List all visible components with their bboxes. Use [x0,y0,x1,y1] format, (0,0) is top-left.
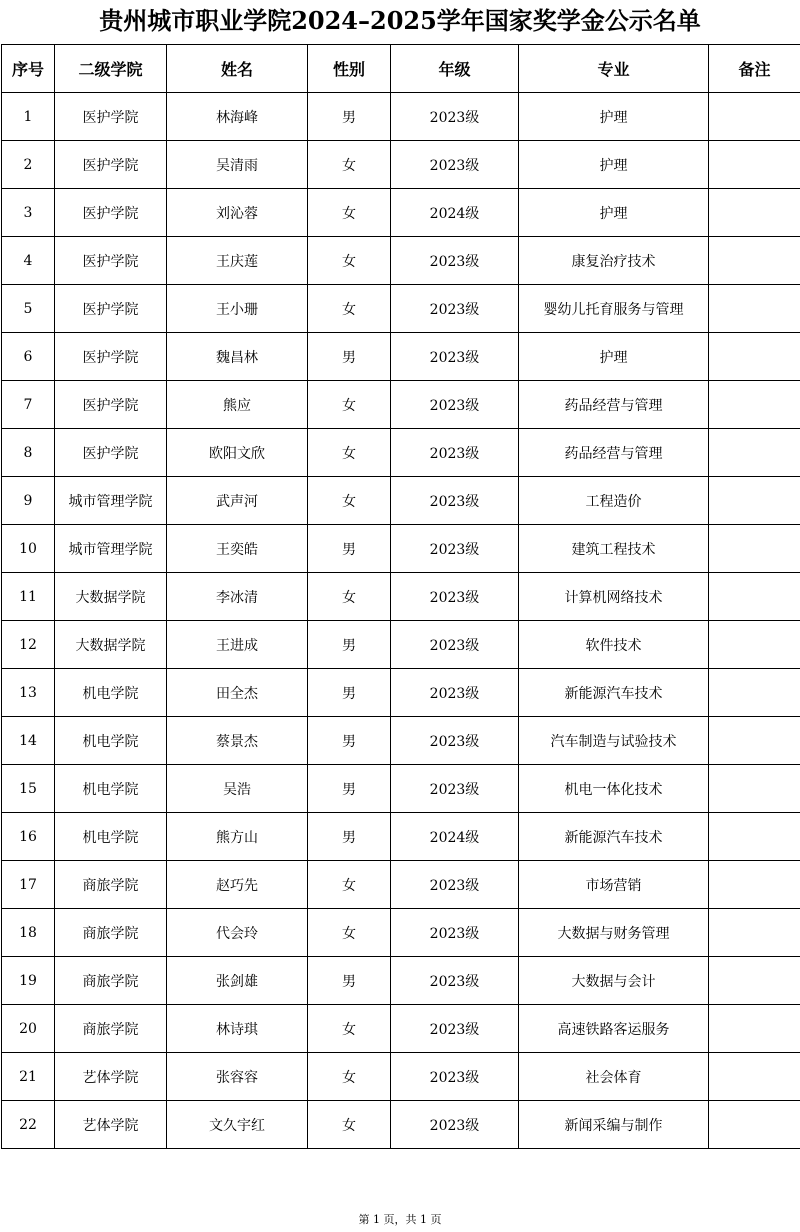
cell-grade: 2023级 [391,381,519,429]
cell-name: 林海峰 [167,93,308,141]
cell-index: 3 [2,189,55,237]
cell-grade: 2023级 [391,621,519,669]
cell-gender: 男 [308,765,391,813]
cell-gender: 女 [308,285,391,333]
cell-gender: 女 [308,1053,391,1101]
cell-college: 医护学院 [55,237,167,285]
cell-grade: 2023级 [391,237,519,285]
cell-college: 机电学院 [55,669,167,717]
cell-grade: 2023级 [391,717,519,765]
cell-major: 护理 [519,141,709,189]
table-row [2,717,800,765]
cell-name: 王奕皓 [167,525,308,573]
cell-major: 建筑工程技术 [519,525,709,573]
cell-name: 林诗琪 [167,1005,308,1053]
cell-name: 王小珊 [167,285,308,333]
cell-remarks [709,717,800,765]
cell-college: 大数据学院 [55,573,167,621]
cell-college: 商旅学院 [55,957,167,1005]
cell-college: 机电学院 [55,765,167,813]
cell-index: 16 [2,813,55,861]
cell-gender: 女 [308,477,391,525]
cell-index: 22 [2,1101,55,1149]
cell-name: 刘沁蓉 [167,189,308,237]
cell-name: 张剑雄 [167,957,308,1005]
table-row [2,429,800,477]
cell-gender: 男 [308,525,391,573]
cell-gender: 女 [308,141,391,189]
cell-gender: 男 [308,669,391,717]
cell-major: 康复治疗技术 [519,237,709,285]
column-header-gender: 性别 [308,45,391,93]
cell-name: 张容容 [167,1053,308,1101]
table-row [2,1005,800,1053]
table-row [2,333,800,381]
cell-grade: 2023级 [391,1005,519,1053]
cell-name: 魏昌林 [167,333,308,381]
table-row [2,189,800,237]
cell-index: 8 [2,429,55,477]
cell-grade: 2023级 [391,333,519,381]
table-row [2,909,800,957]
cell-index: 12 [2,621,55,669]
table-row [2,141,800,189]
cell-college: 城市管理学院 [55,525,167,573]
cell-grade: 2023级 [391,573,519,621]
cell-college: 医护学院 [55,285,167,333]
cell-grade: 2023级 [391,477,519,525]
cell-index: 6 [2,333,55,381]
table-row [2,525,800,573]
cell-college: 医护学院 [55,381,167,429]
cell-remarks [709,525,800,573]
cell-remarks [709,1005,800,1053]
cell-gender: 女 [308,861,391,909]
cell-index: 9 [2,477,55,525]
cell-name: 代会玲 [167,909,308,957]
table-row [2,1053,800,1101]
cell-college: 机电学院 [55,813,167,861]
cell-major: 软件技术 [519,621,709,669]
cell-remarks [709,93,800,141]
cell-remarks [709,237,800,285]
table-row [2,765,800,813]
cell-gender: 男 [308,717,391,765]
cell-index: 13 [2,669,55,717]
column-header-grade: 年级 [391,45,519,93]
cell-major: 新能源汽车技术 [519,669,709,717]
cell-college: 商旅学院 [55,1005,167,1053]
cell-name: 田全杰 [167,669,308,717]
table-row [2,861,800,909]
cell-gender: 女 [308,381,391,429]
cell-college: 艺体学院 [55,1053,167,1101]
column-header-index: 序号 [2,45,55,93]
cell-gender: 男 [308,621,391,669]
cell-college: 医护学院 [55,93,167,141]
cell-grade: 2023级 [391,93,519,141]
cell-grade: 2024级 [391,813,519,861]
cell-grade: 2024级 [391,189,519,237]
cell-name: 欧阳文欣 [167,429,308,477]
cell-gender: 男 [308,333,391,381]
cell-index: 14 [2,717,55,765]
cell-index: 19 [2,957,55,1005]
table-row [2,93,800,141]
cell-grade: 2023级 [391,525,519,573]
cell-index: 18 [2,909,55,957]
cell-college: 城市管理学院 [55,477,167,525]
cell-gender: 女 [308,237,391,285]
cell-gender: 女 [308,429,391,477]
cell-major: 市场营销 [519,861,709,909]
cell-major: 高速铁路客运服务 [519,1005,709,1053]
cell-index: 17 [2,861,55,909]
table-row [2,813,800,861]
table-row [2,1101,800,1149]
cell-major: 护理 [519,333,709,381]
cell-name: 赵巧先 [167,861,308,909]
cell-name: 蔡景杰 [167,717,308,765]
cell-college: 机电学院 [55,717,167,765]
table-row [2,669,800,717]
cell-grade: 2023级 [391,957,519,1005]
cell-remarks [709,621,800,669]
cell-name: 吴浩 [167,765,308,813]
cell-index: 20 [2,1005,55,1053]
cell-remarks [709,381,800,429]
cell-name: 李冰清 [167,573,308,621]
cell-remarks [709,333,800,381]
table-row [2,285,800,333]
cell-grade: 2023级 [391,765,519,813]
cell-major: 婴幼儿托育服务与管理 [519,285,709,333]
cell-remarks [709,1101,800,1149]
cell-remarks [709,189,800,237]
cell-major: 计算机网络技术 [519,573,709,621]
cell-index: 5 [2,285,55,333]
cell-major: 药品经营与管理 [519,429,709,477]
cell-index: 15 [2,765,55,813]
cell-college: 艺体学院 [55,1101,167,1149]
cell-college: 医护学院 [55,333,167,381]
cell-remarks [709,477,800,525]
cell-gender: 女 [308,573,391,621]
cell-remarks [709,573,800,621]
cell-remarks [709,861,800,909]
table-body [2,93,800,1149]
cell-name: 武声河 [167,477,308,525]
cell-gender: 女 [308,1005,391,1053]
cell-remarks [709,813,800,861]
page-footer: 第 1 页，共 1 页 [358,1213,442,1226]
cell-index: 21 [2,1053,55,1101]
page-title: 贵州城市职业学院2024–2025学年国家奖学金公示名单 [99,6,701,35]
table-row [2,957,800,1005]
cell-remarks [709,141,800,189]
column-header-name: 姓名 [167,45,308,93]
cell-major: 药品经营与管理 [519,381,709,429]
cell-college: 医护学院 [55,189,167,237]
cell-college: 医护学院 [55,429,167,477]
cell-major: 工程造价 [519,477,709,525]
cell-grade: 2023级 [391,1101,519,1149]
table-header-row [2,45,800,93]
table-row [2,573,800,621]
cell-name: 王进成 [167,621,308,669]
cell-name: 吴清雨 [167,141,308,189]
cell-index: 2 [2,141,55,189]
cell-major: 大数据与会计 [519,957,709,1005]
cell-major: 新闻采编与制作 [519,1101,709,1149]
cell-remarks [709,429,800,477]
table-row [2,477,800,525]
cell-name: 熊方山 [167,813,308,861]
table-row [2,621,800,669]
cell-grade: 2023级 [391,141,519,189]
cell-college: 商旅学院 [55,909,167,957]
cell-gender: 男 [308,957,391,1005]
cell-gender: 男 [308,813,391,861]
cell-grade: 2023级 [391,1053,519,1101]
cell-major: 护理 [519,189,709,237]
column-header-remarks: 备注 [709,45,800,93]
table-row [2,381,800,429]
cell-gender: 女 [308,189,391,237]
cell-remarks [709,669,800,717]
cell-remarks [709,765,800,813]
cell-index: 1 [2,93,55,141]
cell-remarks [709,1053,800,1101]
cell-grade: 2023级 [391,669,519,717]
cell-grade: 2023级 [391,285,519,333]
cell-grade: 2023级 [391,909,519,957]
cell-major: 新能源汽车技术 [519,813,709,861]
scholarship-table [1,44,800,1149]
cell-name: 文久宇红 [167,1101,308,1149]
cell-index: 7 [2,381,55,429]
cell-remarks [709,909,800,957]
cell-college: 医护学院 [55,141,167,189]
cell-college: 大数据学院 [55,621,167,669]
cell-remarks [709,285,800,333]
cell-gender: 男 [308,93,391,141]
cell-remarks [709,957,800,1005]
cell-gender: 女 [308,1101,391,1149]
cell-index: 11 [2,573,55,621]
cell-index: 4 [2,237,55,285]
cell-major: 机电一体化技术 [519,765,709,813]
cell-name: 熊应 [167,381,308,429]
cell-major: 护理 [519,93,709,141]
cell-major: 社会体育 [519,1053,709,1101]
cell-index: 10 [2,525,55,573]
cell-grade: 2023级 [391,861,519,909]
column-header-major: 专业 [519,45,709,93]
cell-college: 商旅学院 [55,861,167,909]
cell-gender: 女 [308,909,391,957]
cell-major: 汽车制造与试验技术 [519,717,709,765]
cell-name: 王庆莲 [167,237,308,285]
table-row [2,237,800,285]
cell-grade: 2023级 [391,429,519,477]
column-header-college: 二级学院 [55,45,167,93]
cell-major: 大数据与财务管理 [519,909,709,957]
